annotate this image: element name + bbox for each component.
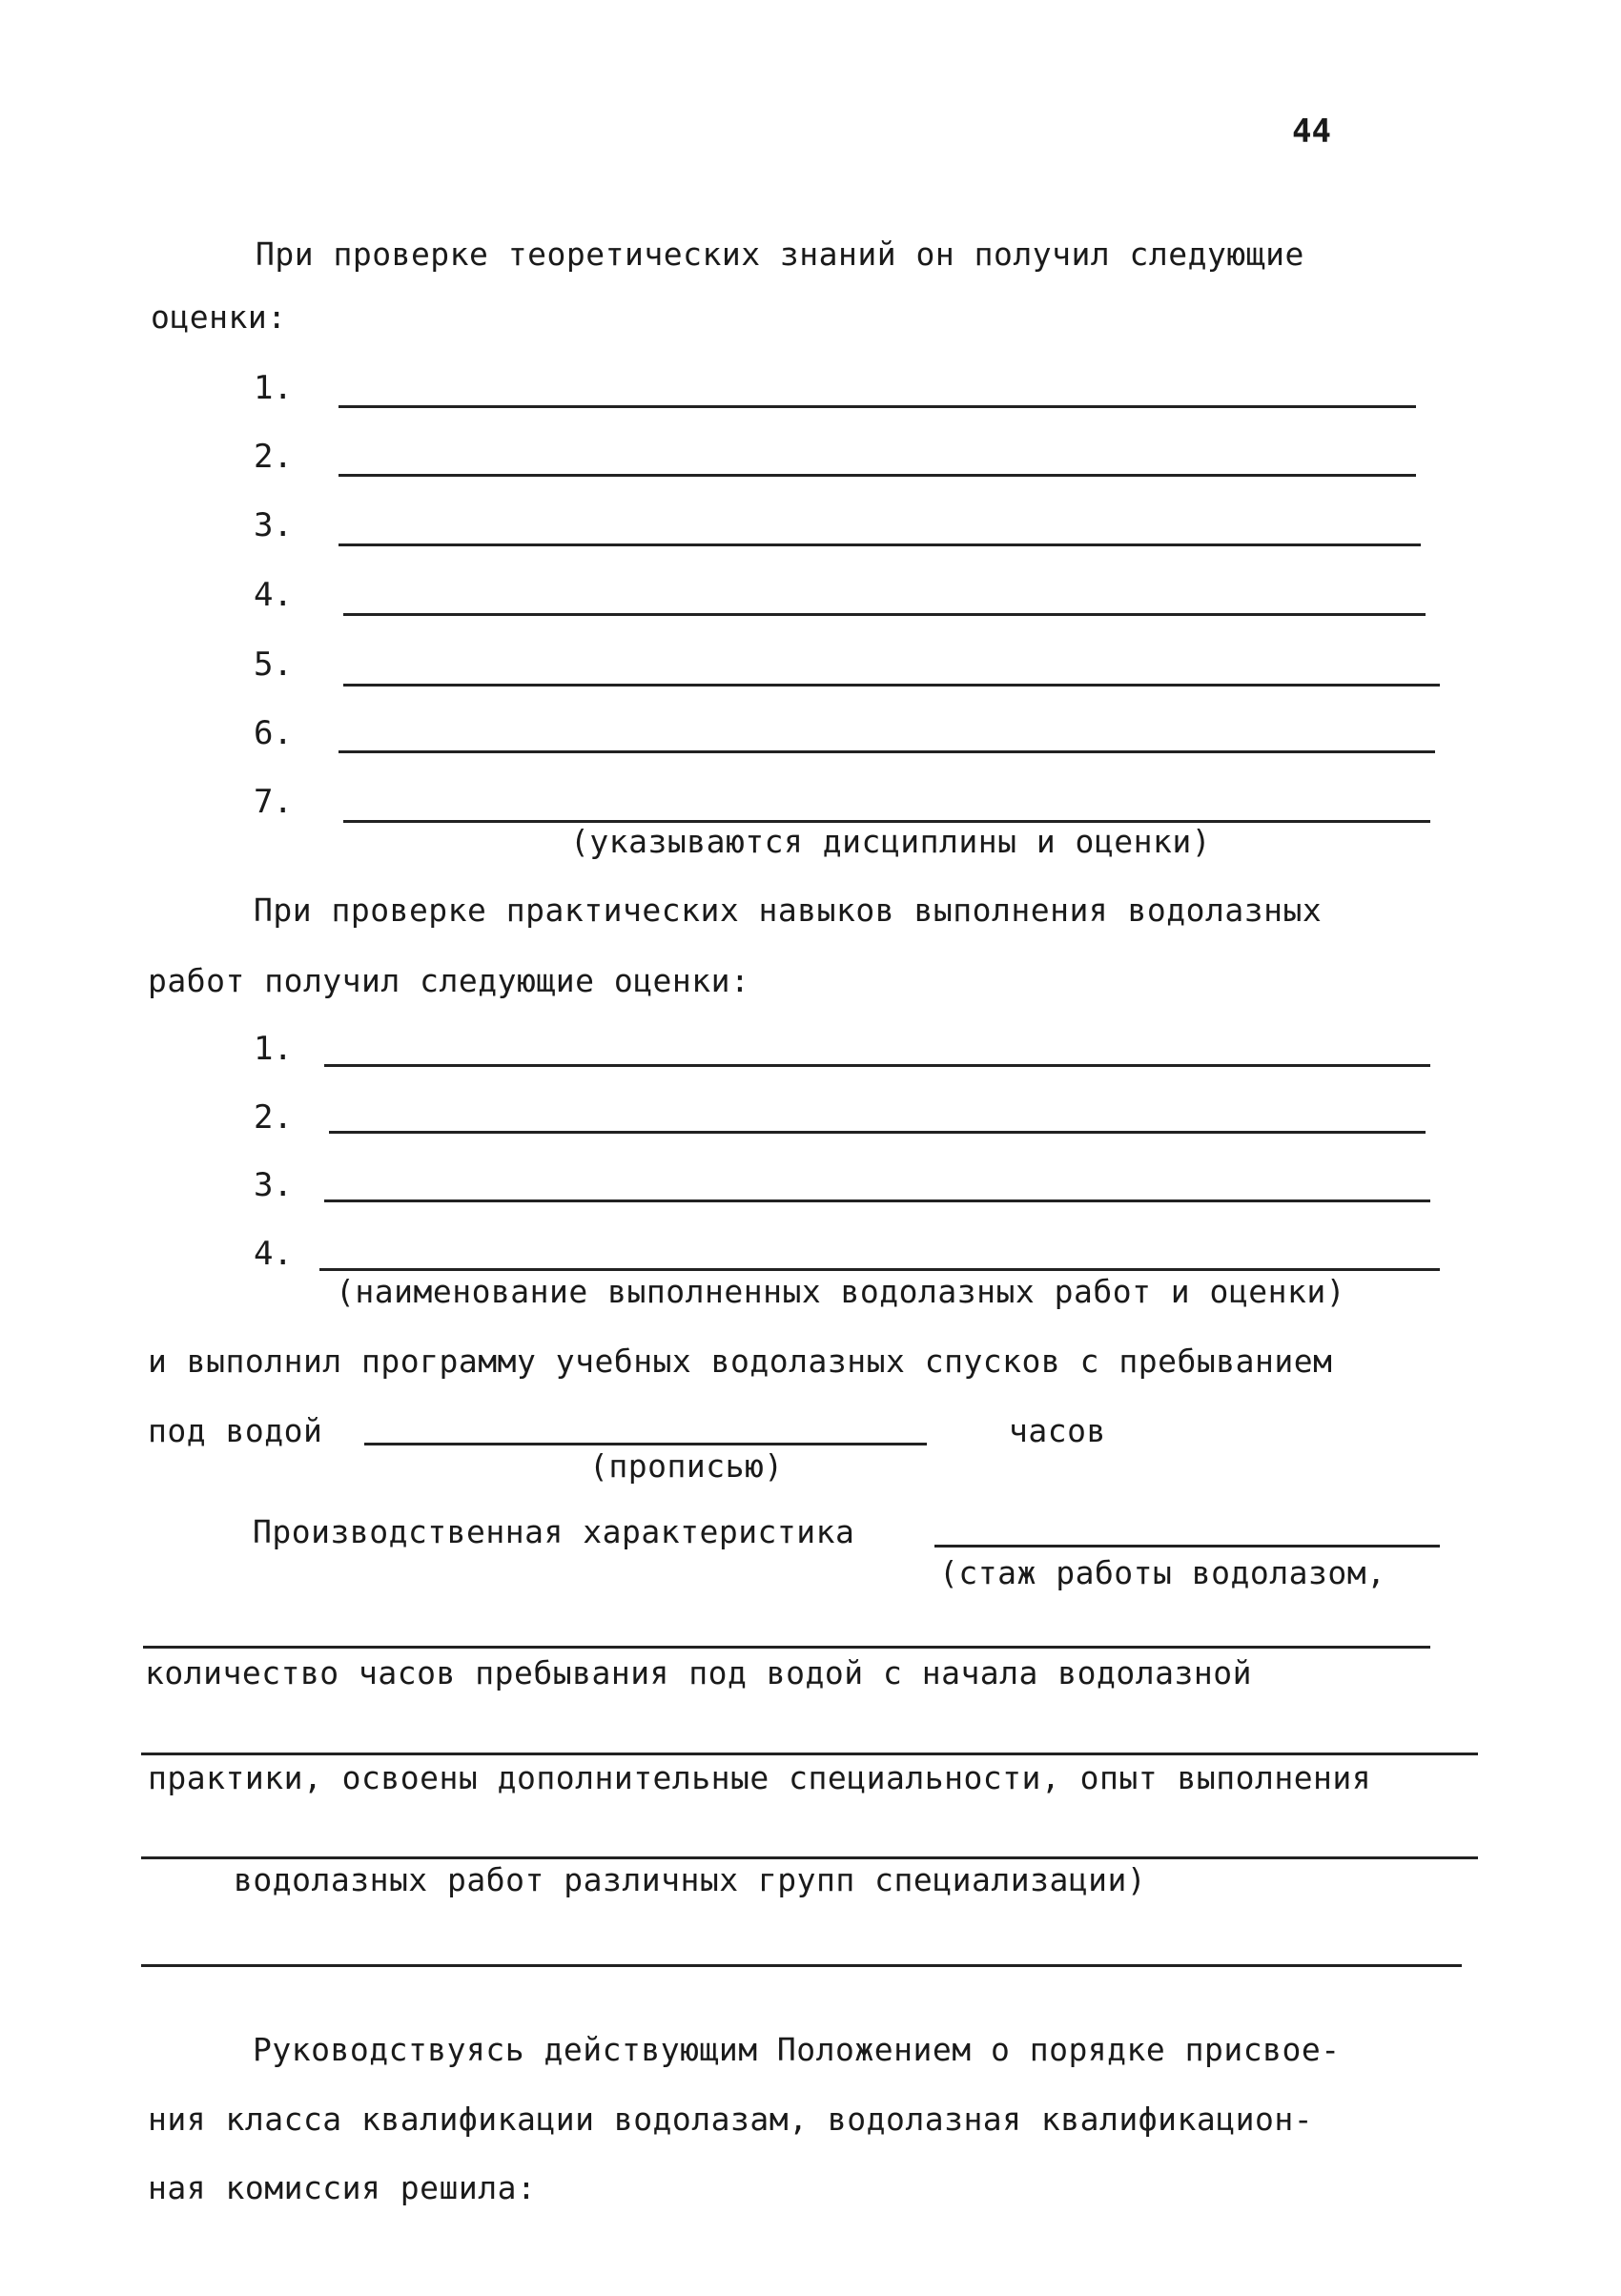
program-hours-unit: часов [1009,1412,1106,1449]
characteristic-caption-3: практики, освоены дополнительные специальности, опыт выполнения [148,1759,1372,1796]
theory-item-1-field[interactable] [339,405,1416,408]
program-under-water-label: под водой [148,1412,323,1449]
program-caption: (прописью) [589,1447,784,1485]
theory-item-1-number: 1. [254,369,293,407]
practice-intro-line1: При проверке практических навыков выполнения водолазных [254,892,1323,929]
theory-item-2-field[interactable] [339,474,1416,477]
characteristic-field-1[interactable] [934,1545,1440,1548]
theory-item-3-field[interactable] [339,543,1421,546]
practice-item-3-number: 3. [254,1166,293,1204]
theory-item-4-field[interactable] [343,613,1426,616]
characteristic-field-3[interactable] [141,1753,1478,1755]
theory-item-4-number: 4. [254,576,293,614]
decision-line1: Руководствуясь действующим Положением о порядке присвое- [253,2031,1341,2068]
characteristic-label: Производственная характеристика [253,1513,855,1550]
theory-caption: (указываются дисциплины и оценки) [570,823,1212,860]
decision-line2: ния класса квалификации водолазам, водолазная квалификацион- [148,2101,1314,2138]
practice-item-4-field[interactable] [319,1268,1440,1271]
characteristic-caption-1: (стаж работы водолазом, [939,1554,1386,1591]
practice-item-2-number: 2. [254,1098,293,1137]
theory-item-3-number: 3. [254,506,293,544]
practice-item-2-field[interactable] [329,1131,1426,1134]
practice-caption: (наименование выполненных водолазных работ и оценки) [336,1273,1346,1310]
decision-line3: ная комиссия решила: [148,2169,537,2206]
practice-item-1-number: 1. [254,1030,293,1068]
theory-item-7-number: 7. [254,783,293,821]
theory-intro-line2: оценки: [151,298,287,336]
practice-intro-line2: работ получил следующие оценки: [148,962,750,999]
characteristic-field-2[interactable] [143,1646,1430,1649]
theory-intro-line1: При проверке теоретических знаний он получил следующие [256,236,1304,273]
theory-item-2-number: 2. [254,438,293,476]
theory-item-5-number: 5. [254,646,293,684]
program-hours-field[interactable] [364,1443,927,1445]
practice-item-3-field[interactable] [324,1199,1430,1202]
characteristic-caption-4: водолазных работ различных групп специализации) [234,1861,1147,1898]
theory-item-5-field[interactable] [343,684,1440,687]
theory-item-6-number: 6. [254,714,293,752]
characteristic-field-5[interactable] [141,1964,1462,1967]
practice-item-1-field[interactable] [324,1064,1430,1067]
theory-item-6-field[interactable] [339,750,1435,753]
practice-item-4-number: 4. [254,1235,293,1273]
characteristic-field-4[interactable] [141,1856,1478,1859]
characteristic-caption-2: количество часов пребывания под водой с начала водолазной [145,1654,1252,1691]
program-line1: и выполнил программу учебных водолазных спусков с пребыванием [148,1343,1333,1380]
page-number: 44 [1292,113,1331,151]
